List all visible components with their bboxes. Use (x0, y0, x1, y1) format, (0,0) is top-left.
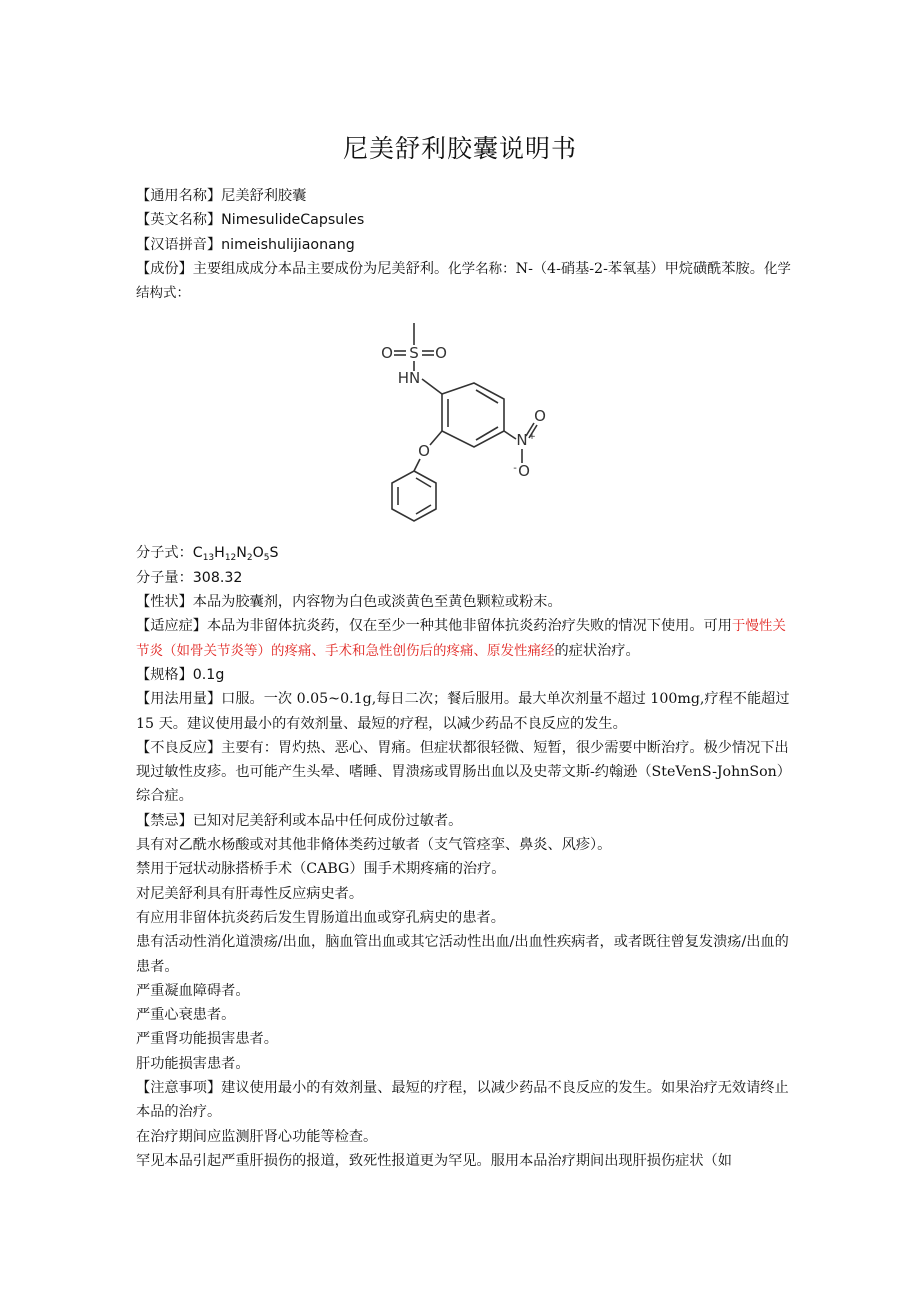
formula-n: N (236, 545, 247, 562)
ingredients-label: 【成份】 (136, 260, 193, 277)
nh-group-label: HN (397, 369, 421, 388)
precautions-row (136, 1076, 792, 1125)
contraindication-line: 禁用于冠状动脉搭桥手术（CABG）围手术期疼痛的治疗。 (136, 861, 506, 878)
ether-oxygen-label: O (418, 442, 430, 461)
contraindication-line: 具有对乙酰水杨酸或对其他非脩体类药过敏者（支气管痉挛、鼻炎、风疹）。 (136, 837, 612, 854)
pinyin-value: nimeishulijiaonang (221, 236, 355, 253)
contraindication-line: 患有活动性消化道溃疡/出血，脑血管出血或其它活动性出血/出血性疾病者，或者既往曾复发溃疡/出血的患者。 (136, 934, 789, 975)
chemical-structure-diagram (364, 311, 544, 541)
indications-label: 【适应症】 (136, 618, 207, 635)
plus-charge-label: + (528, 432, 536, 443)
formula-o-count: 5 (263, 553, 270, 564)
indications-highlight: 于慢性关节炎（如骨关节炎等）的疼痛、手术和急性创伤后的疼痛、原发性痛经 (136, 618, 786, 659)
structure-label: 化学结构式： (136, 260, 791, 302)
spec-label: 【规格】 (136, 666, 193, 683)
precaution-line: 在治疗期间应监测肝肾心功能等检查。 (136, 1128, 378, 1145)
spec-value: 0.1g (192, 666, 225, 683)
precautions-label: 【注意事项】 (136, 1080, 222, 1097)
mw-row (136, 566, 792, 590)
precaution-line: 建议使用最小的有效剂量、最短的疗程，以减少药品不良反应的发生。如果治疗无效请终止本品的治疗。 (136, 1080, 789, 1121)
general-name-label: 【通用名称】 (136, 188, 222, 204)
formula-n-count: 2 (246, 553, 253, 564)
contraindication-line: 严重凝血障碍者。 (136, 982, 250, 999)
ingredients-row (136, 257, 792, 306)
properties-label: 【性状】 (136, 594, 193, 611)
chem-name: N-（4-硝基-2-苯氧基）甲烷磺酰苯胺。 (515, 260, 764, 277)
nitro-o-minus-label: O (518, 462, 530, 481)
contraindication-line: 严重肾功能损害患者。 (136, 1031, 278, 1048)
formula-label: 分子式： (136, 545, 193, 562)
formula-c-count: 13 (202, 553, 215, 564)
spec-row (136, 663, 792, 687)
nitro-n-label: N (516, 431, 528, 450)
usage-text: 口服。一次 0.05~0.1g,每日二次；餐后服用。最大单次剂量不超过 100mg,疗程不能超过 15 天。建议使用最小的有效剂量、最短的疗程，以减少药品不良反应的发生。 (136, 691, 790, 732)
formula-row (136, 541, 792, 565)
english-name-value: NimesulideCapsules (221, 212, 365, 229)
oxygen-atom-label: O (435, 344, 447, 363)
contraindications-row (136, 809, 792, 833)
sulfur-atom-label: S (409, 344, 419, 363)
adverse-label: 【不良反应】 (136, 739, 222, 756)
pinyin-label: 【汉语拼音】 (136, 236, 222, 253)
chem-name-label: 化学名称： (448, 260, 516, 277)
minus-charge-label: - (513, 463, 517, 475)
contraindication-line: 肝功能损害患者。 (136, 1055, 250, 1072)
properties-text: 本品为胶囊剂，内容物为白色或淡黄色至黄色颗粒或粉末。 (192, 594, 562, 611)
formula-s: S (269, 545, 279, 562)
english-name-label: 【英文名称】 (136, 212, 222, 229)
properties-row (136, 590, 792, 614)
general-name-value: 尼美舒利胶囊 (221, 188, 307, 204)
oxygen-atom-label: O (381, 344, 393, 363)
usage-row (136, 687, 792, 736)
indications-text-end: 的症状治疗。 (554, 642, 640, 659)
adverse-text: 主要有：胃灼热、恶心、胃痛。但症状都很轻微、短暂，很少需要中断治疗。极少情况下出现过敏性皮疹。也可能产生头晕、嗜睡、胃溃疡或胃肠出血以及史蒂文斯-约翰逊（SteVenS-JohnSon）综合症。 (136, 739, 791, 805)
adverse-row (136, 736, 792, 809)
formula-o: O (252, 545, 264, 562)
indications-row (136, 614, 792, 663)
document-body (136, 184, 792, 1173)
ingredients-text: 主要组成成分本品主要成份为尼美舒利。 (192, 260, 449, 277)
contraindication-line: 已知对尼美舒利或本品中任何成份过敏者。 (192, 812, 463, 829)
contraindications-label: 【禁忌】 (136, 812, 193, 829)
formula-h-count: 12 (224, 553, 237, 564)
contraindication-line: 有应用非留体抗炎药后发生胃肠道出血或穿孔病史的患者。 (136, 909, 505, 926)
nitro-o-label: O (534, 407, 546, 426)
usage-label: 【用法用量】 (136, 691, 222, 708)
contraindication-line: 严重心衰患者。 (136, 1007, 236, 1024)
english-name-row (136, 208, 792, 232)
indications-text: 本品为非留体抗炎药，仅在至少一种其他非留体抗炎药治疗失败的情况下使用。可用 (206, 618, 732, 635)
general-name-row (136, 184, 792, 208)
formula-h: H (214, 545, 225, 562)
contraindication-line: 对尼美舒利具有肝毒性反应病史者。 (136, 885, 364, 902)
document-title: 尼美舒利胶囊说明书 (342, 134, 577, 163)
mw-value: 308.32 (192, 569, 243, 586)
mw-label: 分子量： (136, 569, 193, 586)
pinyin-row (136, 233, 792, 257)
precaution-line: 罕见本品引起严重肝损伤的报道，致死性报道更为罕见。服用本品治疗期间出现肝损伤症状（如 (136, 1152, 732, 1169)
formula-c: C (192, 545, 203, 562)
